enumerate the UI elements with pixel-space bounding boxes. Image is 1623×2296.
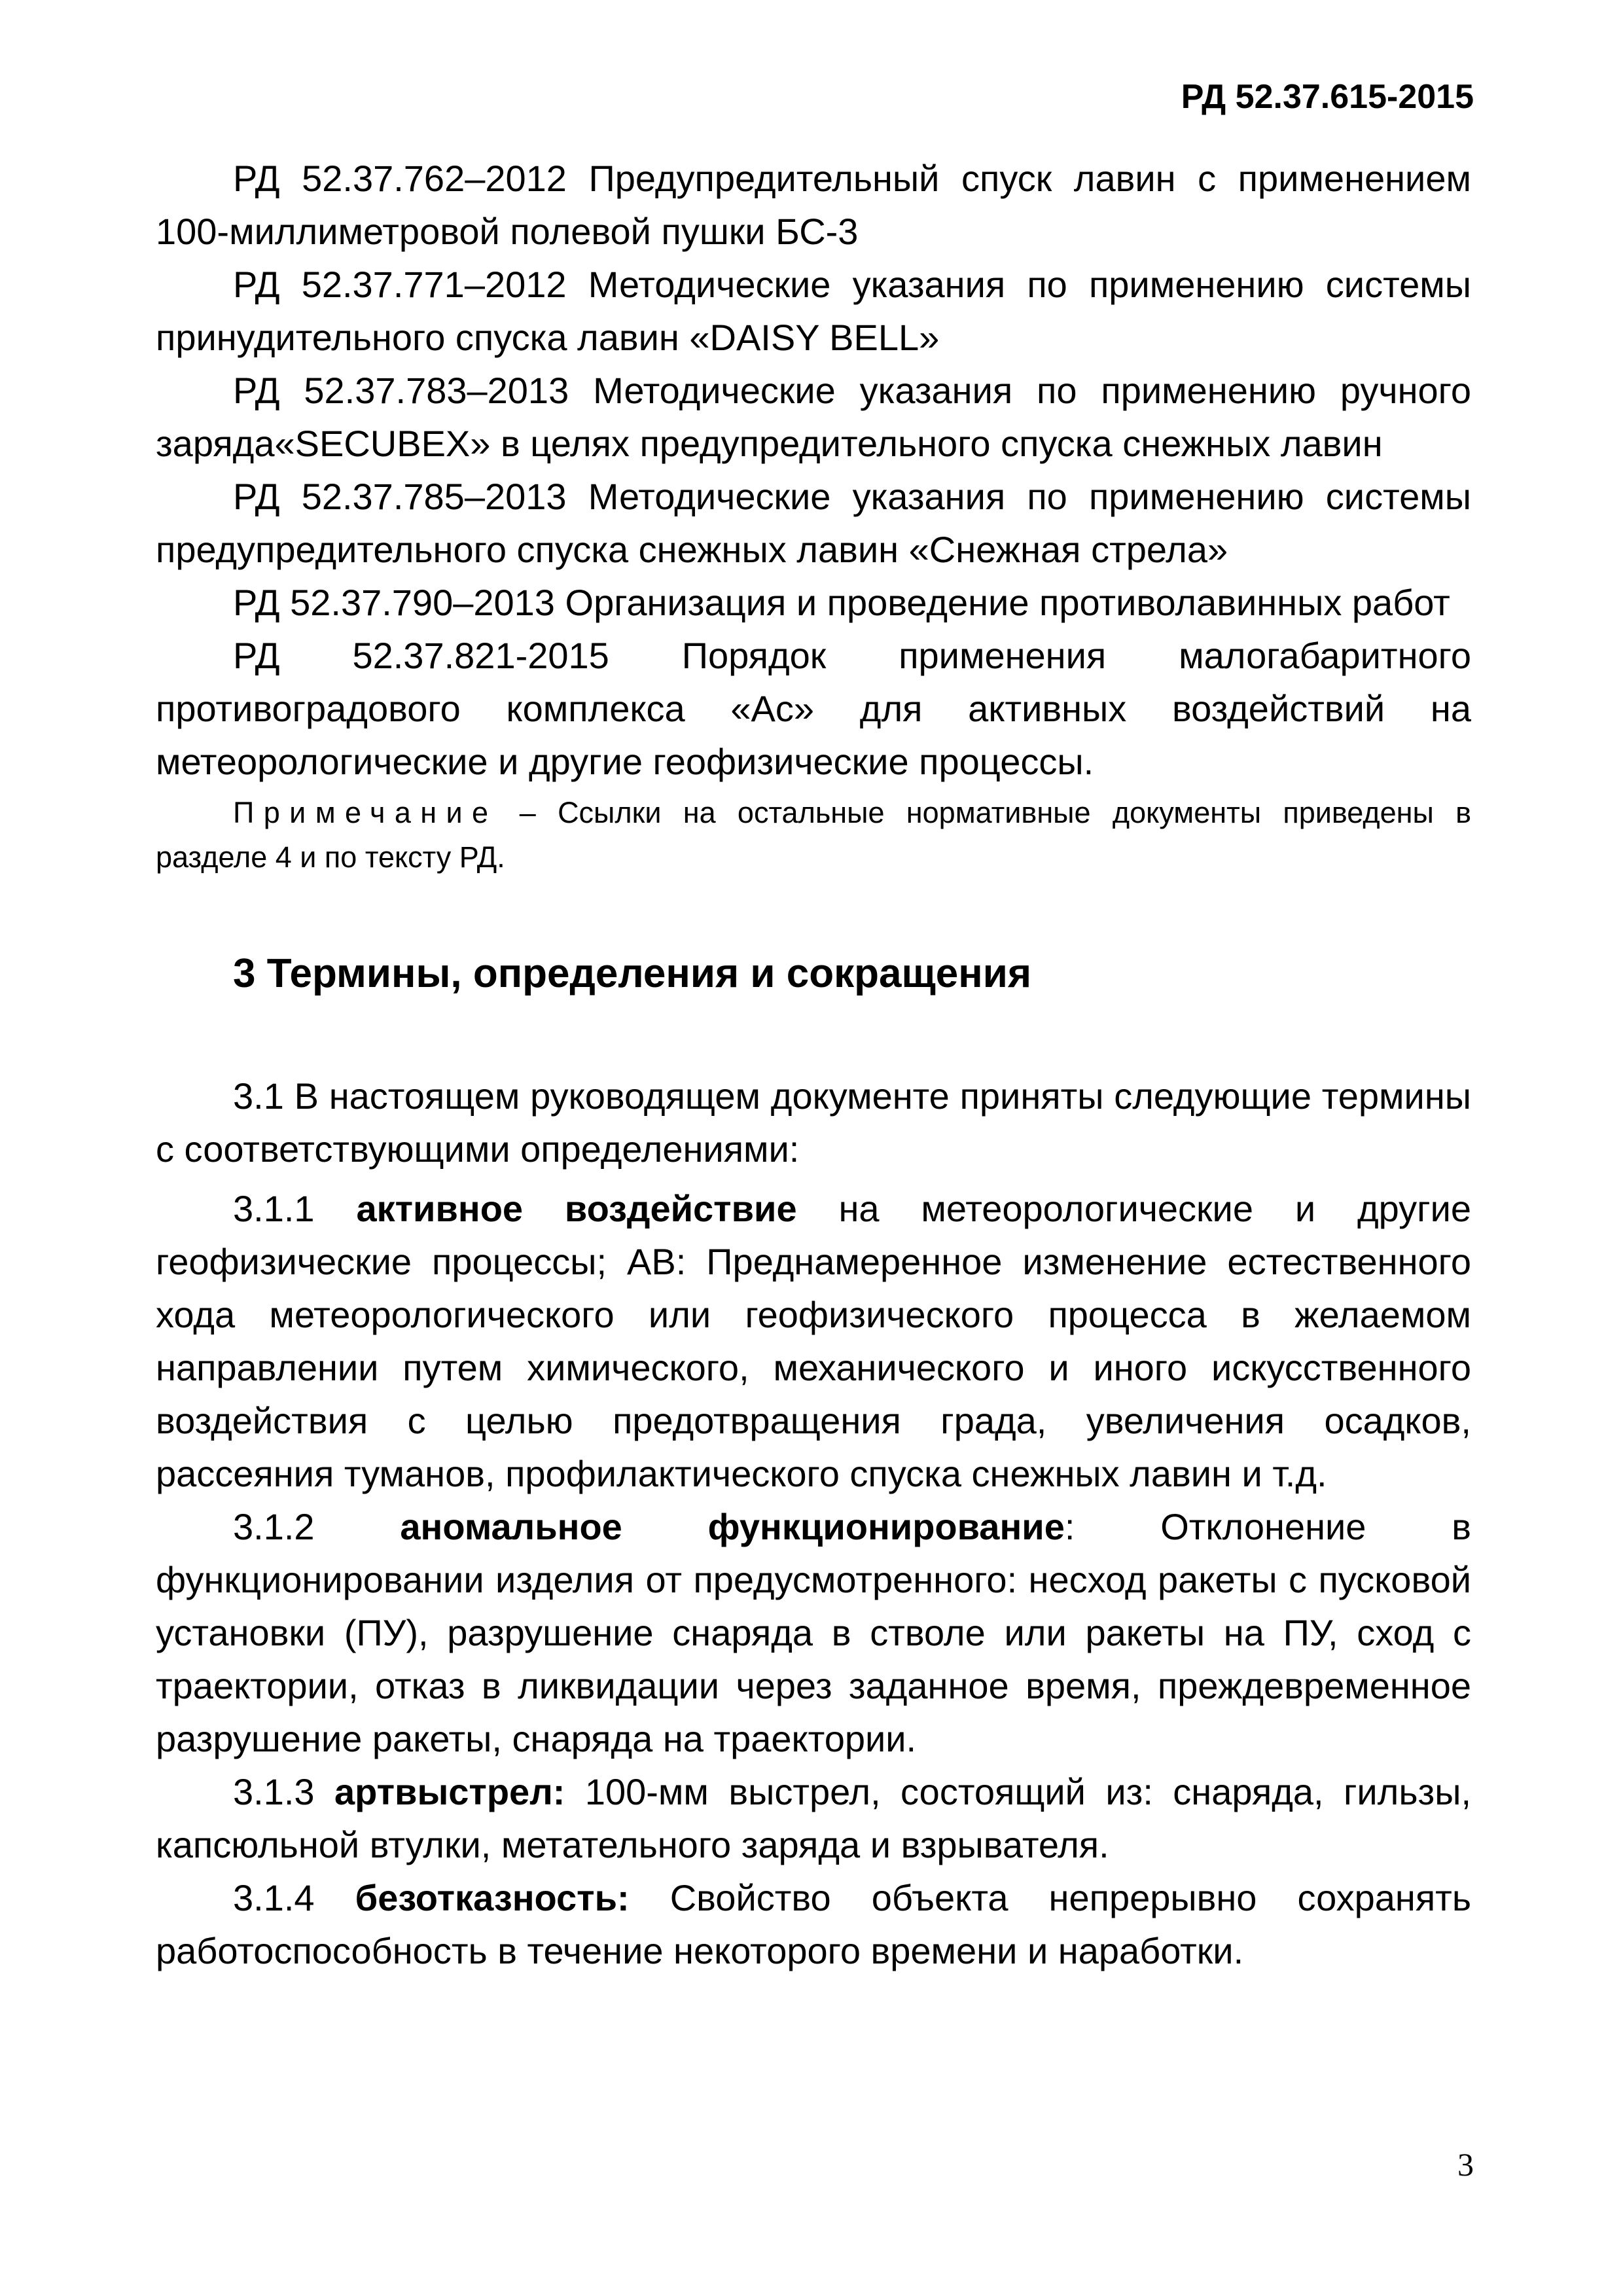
- reference-item: [156, 629, 1471, 788]
- term-number: 3.1.1: [233, 1188, 315, 1229]
- reference-code: РД 52.37.783–2013: [233, 370, 569, 411]
- note-text: Ссылки на остальные нормативные документы приведены в разделе 4 и по тексту РД.: [156, 796, 1471, 874]
- reference-title: Методические указания по применению ручного заряда«SECUBEX» в целях предупредительного спуска снежных лавин: [156, 370, 1471, 464]
- reference-title: Порядок применения малогабаритного противоградового комплекса «Ас» для активных воздействий на метеорологические и другие геофизические процессы.: [156, 635, 1471, 782]
- page-content: [156, 152, 1471, 1977]
- reference-item: [156, 152, 1471, 258]
- reference-title: Методические указания по применению системы предупредительного спуска снежных лавин «Снежная стрела»: [156, 476, 1471, 570]
- term-item: [156, 1871, 1471, 1977]
- term-number: 3.1.4: [233, 1877, 315, 1918]
- term-name: активное воздействие: [356, 1188, 797, 1229]
- reference-item: [156, 470, 1471, 576]
- reference-item: [156, 258, 1471, 364]
- term-separator: :: [1064, 1506, 1075, 1547]
- reference-code: РД 52.37.785–2013: [233, 476, 567, 517]
- reference-title: Предупредительный спуск лавин с применением 100-миллиметровой полевой пушки БС-3: [156, 158, 1471, 252]
- note-dash: –: [497, 796, 558, 829]
- reference-title: Методические указания по применению системы принудительного спуска лавин «DAISY BELL»: [156, 264, 1471, 358]
- reference-item: [156, 364, 1471, 470]
- reference-code: РД 52.37.790–2013: [233, 582, 555, 623]
- term-item: [156, 1765, 1471, 1871]
- term-definition: Отклонение в функционировании изделия от предусмотренного: несход ракеты с пусковой установки (ПУ), разрушение снаряда в стволе или ракеты на ПУ, сход с траектории, отказ в ликвидации через заданное время, преждевременное разрушение ракеты, снаряда на траектории.: [156, 1506, 1471, 1759]
- reference-item: [156, 576, 1471, 629]
- term-definition: 100-мм выстрел, состоящий из: снаряда, гильзы, капсюльной втулки, метательного заряда и взрывателя.: [156, 1771, 1472, 1865]
- reference-code: РД 52.37.821-2015: [233, 635, 609, 676]
- page-number: 3: [1457, 2146, 1474, 2183]
- term-name: безотказность:: [355, 1877, 630, 1918]
- term-definition: на метеорологические и другие геофизические процессы; АВ: Преднамеренное изменение естественного хода метеорологического или геофизического процесса в желаемом направлении путем химического, механического и иного искусственного воздействия с целью предотвращения града, увеличения осадков, рассеяния туманов, профилактического спуска снежных лавин и т.д.: [156, 1188, 1472, 1494]
- term-name: аномальное функционирование: [400, 1506, 1065, 1547]
- term-item: [156, 1500, 1471, 1765]
- term-name: артвыстрел:: [334, 1771, 565, 1812]
- document-code: РД 52.37.615-2015: [1181, 78, 1474, 116]
- reference-code: РД 52.37.771–2012: [233, 264, 567, 305]
- reference-title: Организация и проведение противолавинных работ: [565, 582, 1450, 623]
- note-label: Примечание: [233, 796, 498, 829]
- reference-code: РД 52.37.762–2012: [233, 158, 567, 199]
- section-heading: 3 Термины, определения и сокращения: [233, 951, 1031, 996]
- note: [156, 791, 1471, 880]
- term-number: 3.1.3: [233, 1771, 315, 1812]
- section-intro: 3.1 В настоящем руководящем документе приняты следующие термины с соответствующими определениями:: [156, 1075, 1471, 1170]
- term-number: 3.1.2: [233, 1506, 315, 1547]
- term-definition: Свойство объекта непрерывно сохранять работоспособность в течение некоторого времени и наработки.: [156, 1877, 1472, 1971]
- term-item: [156, 1182, 1471, 1500]
